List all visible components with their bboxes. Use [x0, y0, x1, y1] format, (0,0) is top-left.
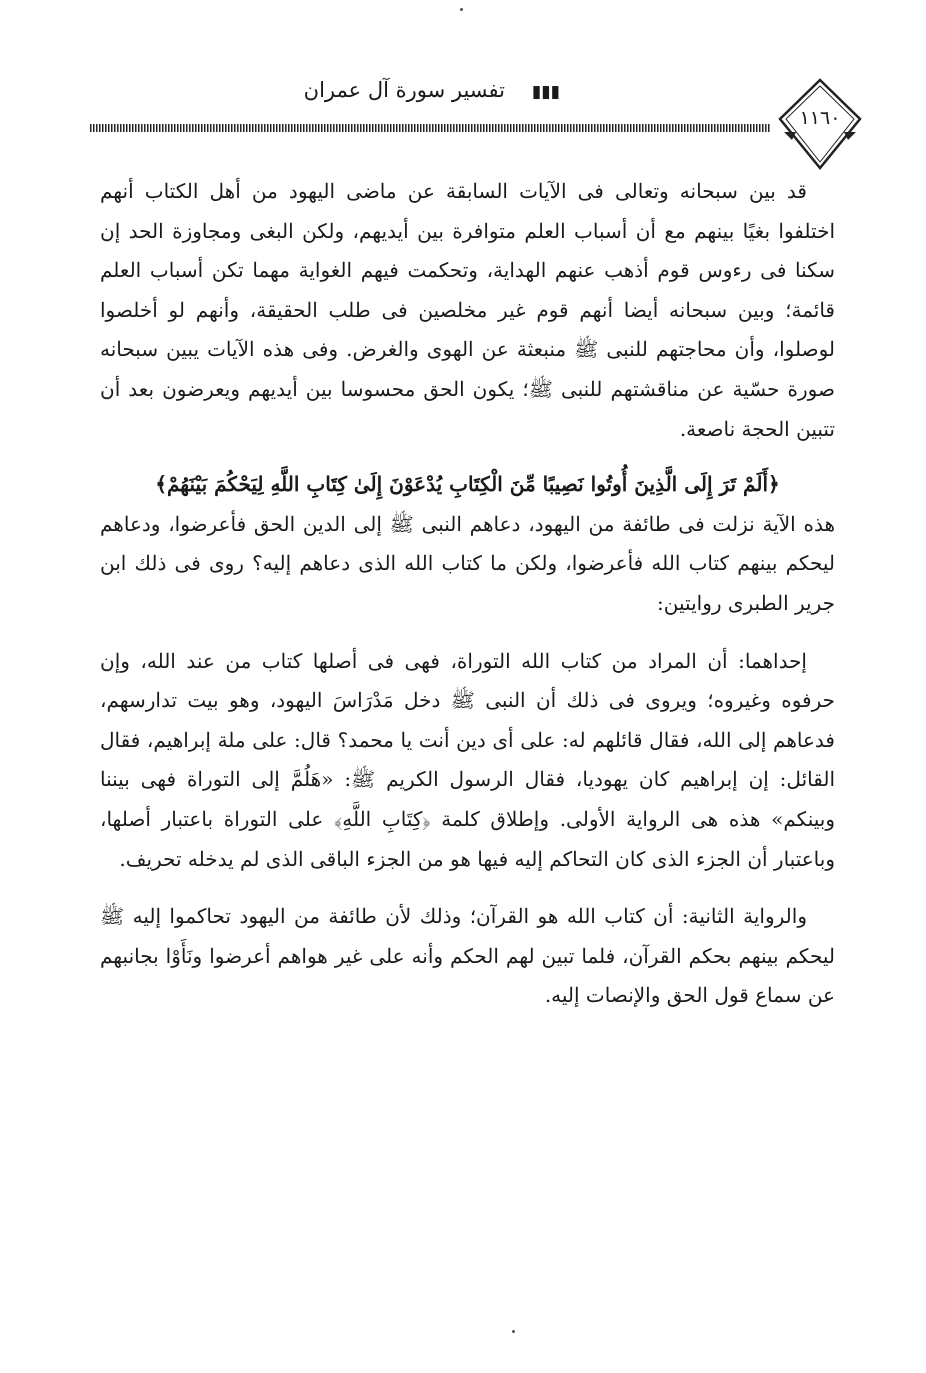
- paragraph-intro: قد بين سبحانه وتعالى فى الآيات السابقة عن ماضى اليهود من أهل الكتاب أنهم اختلفوا بغيًا بينهم مع أن أسباب العلم متوافرة بين أيديهم، ولكن البغى ومجاوزة الحد إن سكنا فى رءوس قوم أذهب عنهم الهداية، وتحكمت فيهم الغواية مهما تكن أسباب العلم قائمة؛ وبين سبحانه أيضا أنهم قوم غير مخلصين فى طلب الحقيقة، وأنهم لو أخلصوا لوصلوا، وأن محاجتهم للنبى ﷺ منبعثة عن الهوى والغرض. وفى هذه الآيات يبين سبحانه صورة حسّية عن مناقشتهم للنبى ﷺ؛ يكون الحق محسوسا بين أيديهم ويعرضون بعد أن تتبين الحجة ناصعة.: [100, 179, 836, 441]
- scan-speck: [512, 1330, 515, 1333]
- title-ornament-icon: ▮▮▮: [531, 82, 560, 102]
- page-header: [90, 60, 860, 170]
- page-number-badge: [776, 74, 864, 174]
- header-rule: [90, 124, 770, 132]
- quran-verse: ﴿أَلَمْ تَرَ إِلَى الَّذِينَ أُوتُوا نَصِيبًا مِّنَ الْكِتَابِ يُدْعَوْنَ إِلَىٰ كِتَابِ اللَّهِ لِيَحْكُمَ بَيْنَهُمْ﴾: [155, 472, 780, 497]
- page-number: ١١٦٠: [799, 107, 841, 129]
- scan-speck: [460, 8, 463, 11]
- paragraph-context: هذه الآية نزلت فى طائفة من اليهود، دعاهم النبى ﷺ إلى الدين الحق فأعرضوا، ودعاهم ليحكم بينهم كتاب الله فأعرضوا، ولكن ما كتاب الله الذى دعاهم إليه؟ روى فى ذلك ابن جرير الطبرى روايتين:: [100, 511, 835, 615]
- paragraph-first-narration: إحداهما: أن المراد من كتاب الله التوراة، فهى فى أصلها كتاب من عند الله، وإن حرفوه وغيروه؛ ويروى فى ذلك أن النبى ﷺ دخل مَدْرَاسَ اليهود، وهو بيت تدارسهم، فدعاهم إلى الله، فقال قائلهم له: على أى دين أنت يا محمد؟ قال: على ملة إبراهيم، فقال القائل: إن إبراهيم كان يهوديا، فقال الرسول الكريم ﷺ: «هَلُمَّ إلى التوراة فهى بيننا وبينكم» هذه هى الرواية الأولى. وإطلاق كلمة ﴿كِتَابِ اللَّهِ﴾ على التوراة باعتبار أصلها، وباعتبار أن الجزء الذى كان التحاكم إليه فيها هو من الجزء الباقى الذى لم يدخله تحريف.: [100, 648, 835, 871]
- page-body: [100, 172, 835, 1016]
- running-title: تفسير سورة آل عمران: [303, 78, 505, 102]
- paragraph-second-narration: والرواية الثانية: أن كتاب الله هو القرآن؛ وذلك لأن طائفة من اليهود تحاكموا إليه ﷺ ليحكم بينهم بحكم القرآن، فلما تبين لهم الحكم وأنه على غير هواهم أعرضوا ونَأَوْا بجانبهم عن سماع قول الحق والإنصات إليه.: [100, 904, 835, 1008]
